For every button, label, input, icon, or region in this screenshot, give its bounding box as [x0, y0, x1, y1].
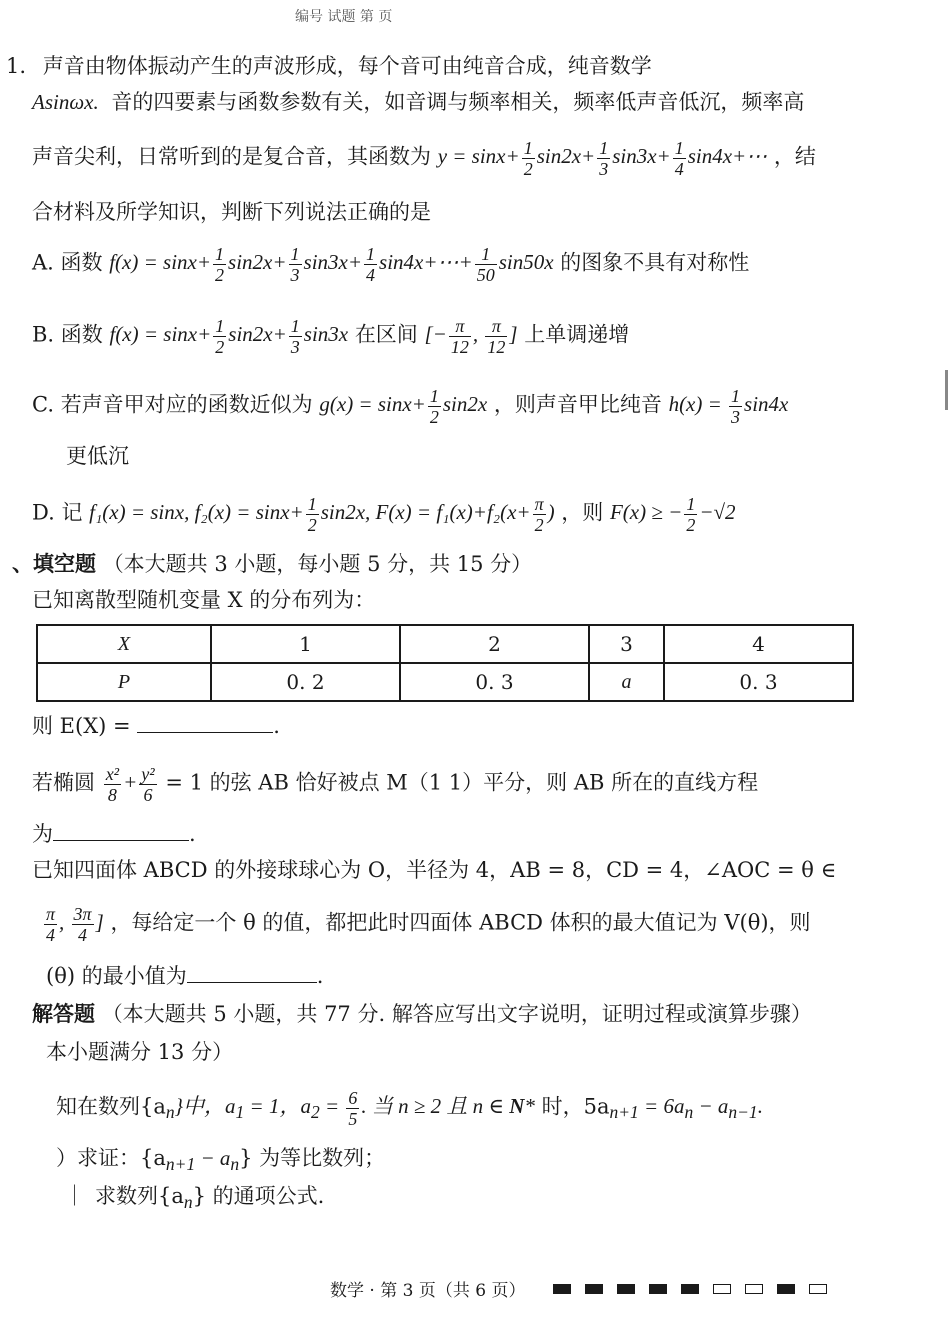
opt-a-label: A. [32, 250, 54, 275]
q-tetra-line3: (θ) 的最小值为 . [46, 964, 324, 988]
q1-composite-formula: y = sinx+ $\frac{1}{2}$ sin2x+ $\frac{1}{3}$ sin3x+ $\frac{1}{4}$ sin4x+⋯ [437, 138, 768, 179]
q15-part2-math: n [183, 1192, 193, 1213]
table-cell: 1 [211, 625, 400, 663]
page-marker-blocks [553, 1284, 827, 1294]
opt-a-formula: f(x) = sinx+ $\frac{1}{2}$ sin2x+ $\frac{1}{3}$ sin3x+ $\frac{1}{4}$ sin4x+⋯+ $\frac{1}{50}$ sin50x [109, 244, 554, 285]
marker-block [777, 1284, 795, 1294]
opt-b-formula: f(x) = sinx+ $\frac{1}{2}$ sin2x+ $\frac{1}{3}$ sin3x [109, 316, 349, 357]
opt-d-label: D. [32, 500, 55, 525]
q1-option-a [32, 244, 749, 285]
q15-part1-math: $_{n+1} - a_n$ [165, 1146, 240, 1175]
q1-text3b: ，结 [773, 144, 816, 169]
q-ellipse-pre: 若椭圆 [32, 770, 95, 795]
answer-blank[interactable] [53, 840, 189, 841]
table-cell: 0. 3 [664, 663, 853, 701]
q15-score: 本小题满分 13 分） [46, 1040, 234, 1064]
q-ellipse-cont: 为 . [32, 822, 196, 846]
q15-part1 [56, 1144, 385, 1178]
marker-block [681, 1284, 699, 1294]
q-ellipse-post: = 1 的弦 AB 恰好被点 M（1 1）平分，则 AB 所在的直线方程 [165, 770, 759, 795]
opt-c-g: g(x) = sinx+ $\frac{1}{2}$ sin2x [319, 386, 488, 427]
header-fragment: 编号 试题 第 页 [295, 9, 393, 25]
section3-heading [32, 1000, 812, 1028]
q15-part1-post: } 为等比数列； [239, 1146, 386, 1170]
table-cell: 3 [589, 625, 664, 663]
table-cell: 2 [400, 625, 589, 663]
opt-b-post: 上单调递增 [524, 322, 630, 347]
q15-part2-post: } 的通项公式. [192, 1184, 325, 1208]
q1-option-c-cont: 更低沉 [66, 444, 129, 468]
opt-b-label: B. [32, 322, 55, 347]
table-cell: a [589, 663, 664, 701]
table-cell: 4 [664, 625, 853, 663]
q-ellipse-cont-text: 为 [32, 822, 53, 846]
opt-d-post: ，则 [561, 500, 604, 525]
q-dist-intro: 已知离散型随机变量 X 的分布列为： [32, 588, 376, 612]
section2-heading [12, 550, 532, 578]
table-row [37, 625, 853, 663]
section3-note: （本大题共 5 小题，共 77 分. 解答应写出文字说明，证明过程或演算步骤） [101, 1002, 812, 1026]
footer-text: 数学 · 第 3 页（共 6 页） [330, 1281, 526, 1301]
q1-line4: 合材料及所学知识，判断下列说法正确的是 [32, 200, 431, 224]
q1-text1: 声音由物体振动产生的声波形成，每个音可由纯音合成，纯音数学 [42, 54, 652, 78]
marker-block [809, 1284, 827, 1294]
q15-part2: ｜ 求数列$\{a_n\}$ 的通项公式. [64, 1184, 325, 1213]
opt-c-mid: ，则声音甲比纯音 [493, 392, 662, 417]
q1-text3a: 声音尖利，日常听到的是复合音，其函数为 [32, 144, 431, 169]
q1-option-d [32, 494, 736, 535]
q-ellipse [32, 764, 758, 805]
q15-part2-pre: 求数列{a [95, 1184, 184, 1208]
q1-option-c [32, 386, 788, 427]
opt-b-interval: [− $\frac{\pi}{12}$ , $\frac{\pi}{12}$ ] [424, 316, 518, 357]
q-tetra-line3-text: (θ) 的最小值为 [46, 964, 187, 988]
q-tetra-line2 [42, 904, 811, 945]
section2-title: 、填空题 [12, 551, 96, 576]
opt-a-pre: 函数 [60, 250, 103, 275]
answer-blank[interactable] [137, 732, 273, 733]
scan-edge-mark [945, 370, 948, 410]
table-cell: 0. 3 [400, 663, 589, 701]
q-dist-ask-text: 则 E(X) = [32, 714, 138, 738]
q15-stem-post: 时，5a [541, 1094, 610, 1119]
q-dist-ask: 则 E(X) = . [32, 714, 280, 738]
section2-note: （本大题共 3 小题，每小题 5 分，共 15 分） [102, 552, 533, 576]
opt-c-label: C. [32, 392, 54, 417]
marker-block [617, 1284, 635, 1294]
marker-block [745, 1284, 763, 1294]
opt-d-pre: 记 [61, 500, 83, 525]
q1-text2a: Asinωx. [32, 90, 99, 114]
q15-stem-pre: 知在数列{a [56, 1094, 166, 1119]
page-footer [330, 1276, 827, 1301]
opt-d-inequality: F(x) ≥ − $\frac{1}{2}$ −√2 [609, 494, 736, 535]
opt-d-formula: f₁(x) = sinx, f₂(x) = sinx+ $\frac{1}{2}$ sin2x, F(x) = f₁(x)+f₂(x+ $\frac{\pi}{2}$ ) [89, 494, 555, 535]
marker-block [585, 1284, 603, 1294]
opt-b-pre: 函数 [60, 322, 103, 347]
q1-line3 [32, 138, 816, 179]
ellipse-formula: $\frac{\text{x²}}{8}$ + $\frac{\text{y²}}{6}$ [105, 764, 155, 805]
opt-c-h: h(x) = $\frac{1}{3}$ sin4x [668, 386, 789, 427]
q-tetra-line2-text: ，每给定一个 θ 的值，都把此时四面体 ABCD 体积的最大值记为 V(θ)，则 [110, 910, 811, 935]
q1-line1 [6, 52, 652, 80]
answer-blank[interactable] [187, 982, 317, 983]
opt-b-mid: 在区间 [354, 322, 418, 347]
tetra-interval: $\frac{\pi}{4}$ , $\frac{3\pi}{4}$ ] [46, 904, 104, 945]
q1-text2b: 音的四要素与函数参数有关，如音调与频率相关，频率低声音低沉，频率高 [111, 90, 805, 114]
q15-stem [56, 1088, 763, 1129]
q1-line2 [32, 88, 804, 116]
marker-block [713, 1284, 731, 1294]
distribution-table [36, 624, 854, 702]
opt-c-pre: 若声音甲对应的函数近似为 [60, 392, 313, 417]
opt-a-post: 的图象不具有对称性 [560, 250, 750, 275]
table-cell: X [37, 625, 211, 663]
marker-block [649, 1284, 667, 1294]
q-tetra-line1: 已知四面体 ABCD 的外接球球心为 O，半径为 4，AB = 8，CD = 4，∠AOC = θ ∈ [32, 858, 837, 882]
q1-number: 1. [6, 54, 27, 78]
table-cell: 0. 2 [211, 663, 400, 701]
q15-recurrence: $_{n+1} = 6a_n - a_{n-1}$. [609, 1094, 763, 1123]
table-cell: P [37, 663, 211, 701]
table-row [37, 663, 853, 701]
section3-title: 解答题 [32, 1001, 95, 1026]
marker-block [553, 1284, 571, 1294]
q15-part1-pre: ）求证：{a [56, 1146, 166, 1170]
q1-option-b [32, 316, 629, 357]
q15-stem-math: $_n$}中，$a_1 = 1$，$a_2$ = $\frac{6}{5}$ . 当 n ≥ 2 且 n ∈ N* [165, 1088, 535, 1129]
